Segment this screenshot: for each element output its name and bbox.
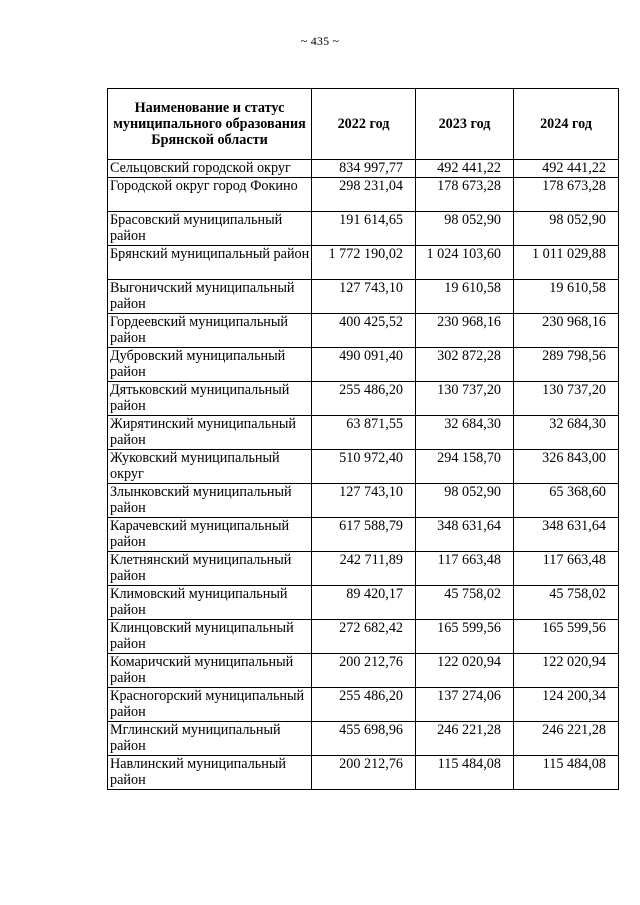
value-2023-cell: 32 684,30 bbox=[416, 415, 514, 449]
value-2024-cell: 122 020,94 bbox=[514, 653, 619, 687]
value-2022-cell: 298 231,04 bbox=[312, 177, 416, 211]
table-row bbox=[108, 687, 619, 721]
municipality-name-cell: Комаричский муниципальный район bbox=[108, 653, 312, 687]
municipality-name-cell: Сельцовский городской округ bbox=[108, 160, 312, 178]
value-2024-cell: 348 631,64 bbox=[514, 517, 619, 551]
value-2023-cell: 130 737,20 bbox=[416, 381, 514, 415]
value-2024-cell: 1 011 029,88 bbox=[514, 245, 619, 279]
value-2024-cell: 289 798,56 bbox=[514, 347, 619, 381]
value-2024-cell: 246 221,28 bbox=[514, 721, 619, 755]
value-2024-cell: 178 673,28 bbox=[514, 177, 619, 211]
municipality-name-cell: Выгоничский муниципальный район bbox=[108, 279, 312, 313]
value-2022-cell: 200 212,76 bbox=[312, 755, 416, 789]
value-2023-cell: 165 599,56 bbox=[416, 619, 514, 653]
table-row bbox=[108, 755, 619, 789]
municipality-name-cell: Мглинский муниципальный район bbox=[108, 721, 312, 755]
value-2022-cell: 127 743,10 bbox=[312, 483, 416, 517]
value-2024-cell: 32 684,30 bbox=[514, 415, 619, 449]
value-2023-cell: 246 221,28 bbox=[416, 721, 514, 755]
page-number: ~ 435 ~ bbox=[300, 34, 340, 48]
table-row bbox=[108, 279, 619, 313]
municipality-name-cell: Дятьковский муниципальный район bbox=[108, 381, 312, 415]
value-2024-cell: 130 737,20 bbox=[514, 381, 619, 415]
table-row bbox=[108, 245, 619, 279]
table-row bbox=[108, 211, 619, 245]
municipality-name-cell: Городской округ город Фокино bbox=[108, 177, 312, 211]
table-header-row bbox=[108, 89, 619, 160]
municipality-name-cell: Злынковский муниципальный район bbox=[108, 483, 312, 517]
table-row bbox=[108, 313, 619, 347]
value-2024-cell: 117 663,48 bbox=[514, 551, 619, 585]
value-2022-cell: 200 212,76 bbox=[312, 653, 416, 687]
value-2024-cell: 230 968,16 bbox=[514, 313, 619, 347]
value-2024-cell: 115 484,08 bbox=[514, 755, 619, 789]
table-row bbox=[108, 585, 619, 619]
value-2022-cell: 1 772 190,02 bbox=[312, 245, 416, 279]
budget-table bbox=[107, 88, 619, 790]
column-header-name: Наименование и статус муниципального образования Брянской области bbox=[108, 89, 312, 160]
municipality-name-cell: Клинцовский муниципальный район bbox=[108, 619, 312, 653]
municipality-name-cell: Жирятинский муниципальный район bbox=[108, 415, 312, 449]
value-2023-cell: 115 484,08 bbox=[416, 755, 514, 789]
value-2022-cell: 617 588,79 bbox=[312, 517, 416, 551]
value-2024-cell: 124 200,34 bbox=[514, 687, 619, 721]
value-2023-cell: 230 968,16 bbox=[416, 313, 514, 347]
value-2024-cell: 19 610,58 bbox=[514, 279, 619, 313]
table-row bbox=[108, 619, 619, 653]
value-2022-cell: 255 486,20 bbox=[312, 381, 416, 415]
table-body bbox=[108, 160, 619, 790]
municipality-name-cell: Климовский муниципальный район bbox=[108, 585, 312, 619]
table-row bbox=[108, 177, 619, 211]
value-2023-cell: 137 274,06 bbox=[416, 687, 514, 721]
value-2023-cell: 294 158,70 bbox=[416, 449, 514, 483]
municipality-name-cell: Карачевский муниципальный район bbox=[108, 517, 312, 551]
value-2024-cell: 98 052,90 bbox=[514, 211, 619, 245]
value-2022-cell: 490 091,40 bbox=[312, 347, 416, 381]
value-2023-cell: 98 052,90 bbox=[416, 211, 514, 245]
municipality-name-cell: Клетнянский муниципальный район bbox=[108, 551, 312, 585]
municipality-name-cell: Навлинский муниципальный район bbox=[108, 755, 312, 789]
value-2022-cell: 63 871,55 bbox=[312, 415, 416, 449]
value-2023-cell: 45 758,02 bbox=[416, 585, 514, 619]
table-row bbox=[108, 517, 619, 551]
municipality-name-cell: Дубровский муниципальный район bbox=[108, 347, 312, 381]
value-2024-cell: 165 599,56 bbox=[514, 619, 619, 653]
value-2023-cell: 98 052,90 bbox=[416, 483, 514, 517]
value-2022-cell: 89 420,17 bbox=[312, 585, 416, 619]
value-2024-cell: 492 441,22 bbox=[514, 160, 619, 178]
table-row bbox=[108, 721, 619, 755]
value-2022-cell: 400 425,52 bbox=[312, 313, 416, 347]
table-row bbox=[108, 160, 619, 178]
column-header-2022: 2022 год bbox=[312, 89, 416, 160]
value-2022-cell: 834 997,77 bbox=[312, 160, 416, 178]
table-row bbox=[108, 551, 619, 585]
table-row bbox=[108, 483, 619, 517]
value-2022-cell: 127 743,10 bbox=[312, 279, 416, 313]
value-2024-cell: 326 843,00 bbox=[514, 449, 619, 483]
value-2024-cell: 65 368,60 bbox=[514, 483, 619, 517]
municipality-name-cell: Брасовский муниципальный район bbox=[108, 211, 312, 245]
column-header-2024: 2024 год bbox=[514, 89, 619, 160]
value-2023-cell: 1 024 103,60 bbox=[416, 245, 514, 279]
value-2023-cell: 492 441,22 bbox=[416, 160, 514, 178]
municipality-name-cell: Красногорский муниципальный район bbox=[108, 687, 312, 721]
value-2023-cell: 117 663,48 bbox=[416, 551, 514, 585]
municipality-name-cell: Брянский муниципальный район bbox=[108, 245, 312, 279]
table-row bbox=[108, 347, 619, 381]
column-header-2023: 2023 год bbox=[416, 89, 514, 160]
value-2022-cell: 255 486,20 bbox=[312, 687, 416, 721]
value-2022-cell: 272 682,42 bbox=[312, 619, 416, 653]
value-2023-cell: 178 673,28 bbox=[416, 177, 514, 211]
value-2023-cell: 19 610,58 bbox=[416, 279, 514, 313]
value-2022-cell: 242 711,89 bbox=[312, 551, 416, 585]
value-2024-cell: 45 758,02 bbox=[514, 585, 619, 619]
value-2022-cell: 455 698,96 bbox=[312, 721, 416, 755]
municipality-name-cell: Жуковский муниципальный округ bbox=[108, 449, 312, 483]
value-2023-cell: 302 872,28 bbox=[416, 347, 514, 381]
value-2023-cell: 122 020,94 bbox=[416, 653, 514, 687]
table-row bbox=[108, 381, 619, 415]
value-2023-cell: 348 631,64 bbox=[416, 517, 514, 551]
value-2022-cell: 191 614,65 bbox=[312, 211, 416, 245]
table-row bbox=[108, 415, 619, 449]
municipality-name-cell: Гордеевский муниципальный район bbox=[108, 313, 312, 347]
table-row bbox=[108, 653, 619, 687]
value-2022-cell: 510 972,40 bbox=[312, 449, 416, 483]
table-row bbox=[108, 449, 619, 483]
